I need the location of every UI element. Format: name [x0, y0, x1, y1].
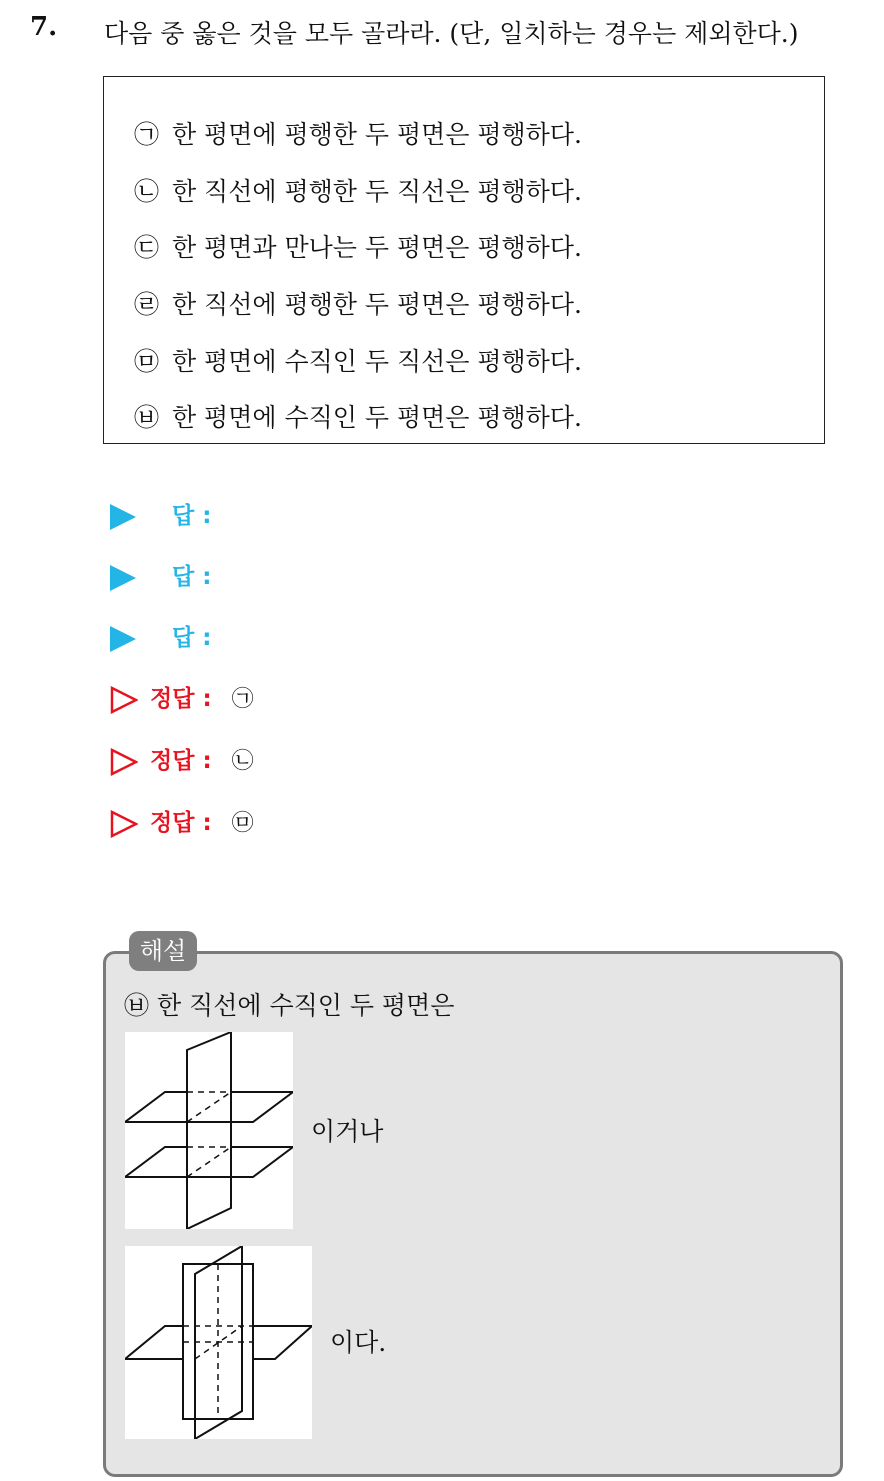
- correct-row-3: [110, 804, 254, 838]
- parallel-planes-figure: [125, 1032, 293, 1229]
- caption-1: 이거나: [311, 1117, 384, 1146]
- option-text: 한 평면과 만나는 두 평면은 평행하다.: [171, 233, 582, 262]
- answer-row-2: [110, 558, 211, 591]
- option-mark: ㉤: [134, 347, 160, 376]
- option-6: [134, 398, 582, 434]
- option-mark: ㉡: [134, 177, 160, 206]
- correct-value: ㉤: [231, 811, 254, 836]
- correct-row-2: [110, 742, 254, 776]
- correct-row-1: [110, 680, 254, 714]
- question-text: 다음 중 옳은 것을 모두 골라라. (단, 일치하는 경우는 제외한다.): [104, 19, 799, 48]
- option-text: 한 직선에 평행한 두 평면은 평행하다.: [171, 290, 582, 319]
- correct-label: 정답 :: [150, 686, 212, 712]
- option-mark: ㉢: [134, 233, 160, 262]
- intersecting-planes-figure: [125, 1246, 312, 1439]
- play-icon: [110, 504, 136, 530]
- outline-triangle-icon: [110, 810, 150, 836]
- answer-label: 답 :: [172, 625, 212, 651]
- play-icon: [110, 626, 136, 652]
- option-mark: ㉥: [134, 403, 160, 432]
- correct-label: 정답 :: [150, 748, 212, 774]
- play-icon: [110, 565, 136, 591]
- question-number: 7.: [30, 12, 58, 42]
- option-text: 한 평면에 평행한 두 평면은 평행하다.: [171, 120, 582, 149]
- option-1: [134, 115, 582, 151]
- option-text: 한 직선에 평행한 두 직선은 평행하다.: [171, 177, 582, 206]
- answer-row-3: [110, 619, 211, 652]
- answer-row-1: [110, 497, 211, 530]
- outline-triangle-icon: [110, 686, 150, 712]
- correct-value: ㉡: [231, 749, 254, 774]
- answer-label: 답 :: [172, 503, 212, 529]
- explanation-tag: 해설: [129, 931, 197, 971]
- outline-triangle-icon: [110, 748, 150, 774]
- option-3: [134, 228, 582, 264]
- option-4: [134, 285, 582, 321]
- options-box: [103, 76, 825, 444]
- correct-value: ㉠: [231, 687, 254, 712]
- answer-label: 답 :: [172, 564, 212, 590]
- caption-2: 이다.: [330, 1328, 387, 1357]
- option-mark: ㉠: [134, 120, 160, 149]
- option-2: [134, 172, 582, 208]
- option-text: 한 평면에 수직인 두 평면은 평행하다.: [171, 403, 582, 432]
- explanation-text: ㉥ 한 직선에 수직인 두 평면은: [124, 991, 455, 1020]
- option-text: 한 평면에 수직인 두 직선은 평행하다.: [171, 347, 582, 376]
- option-5: [134, 342, 582, 378]
- option-mark: ㉣: [134, 290, 160, 319]
- correct-label: 정답 :: [150, 810, 212, 836]
